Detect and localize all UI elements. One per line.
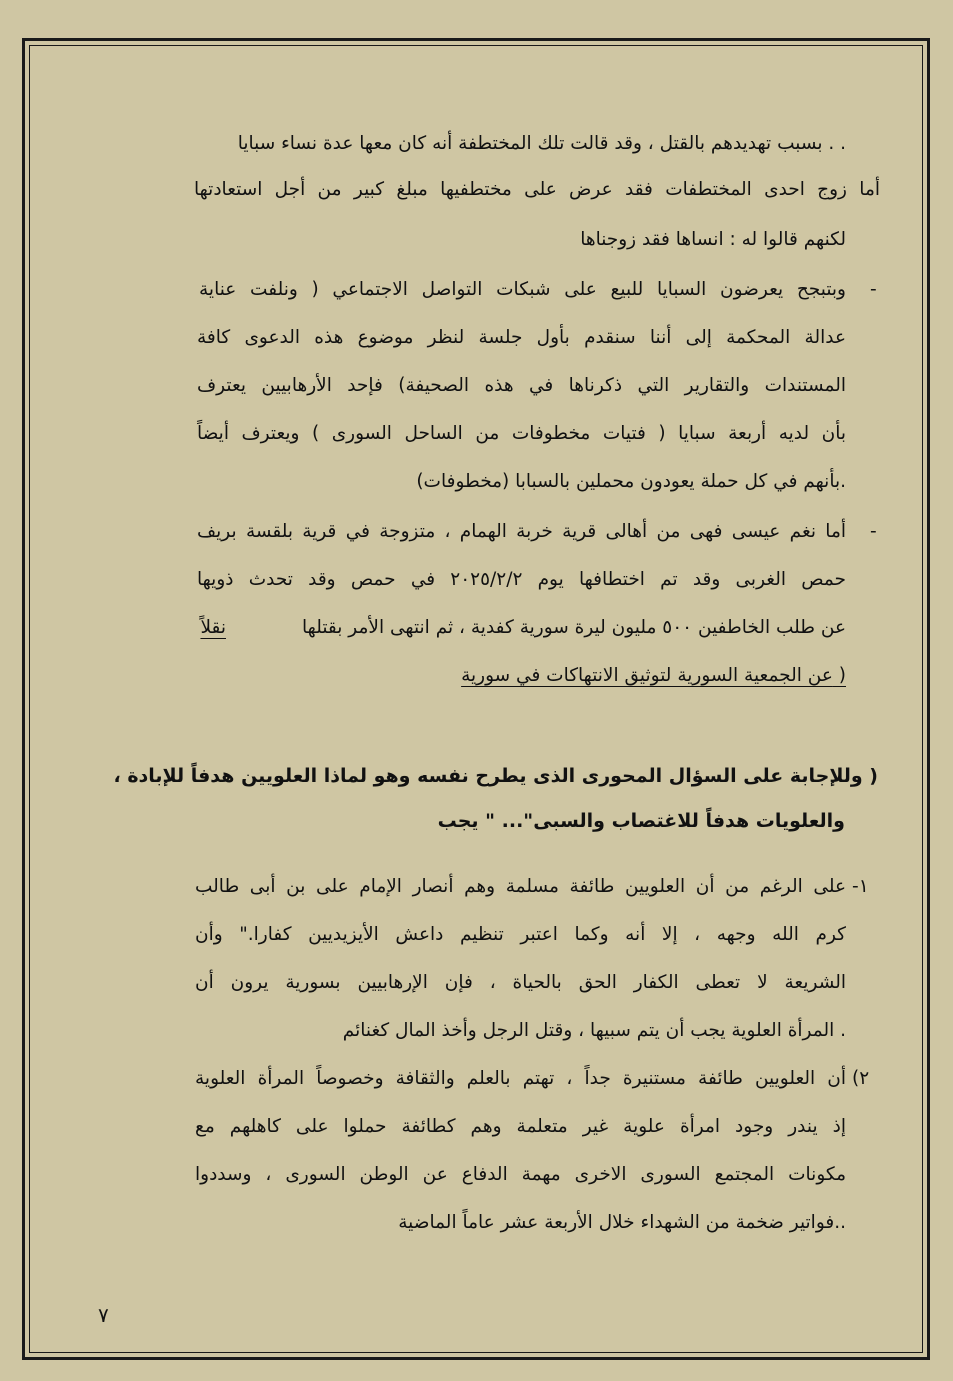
text-line: كرم الله وجهه ، إلا أنه وكما اعتبر تنظيم داعش الأيزيديين كفارا." وأن [195,924,846,945]
text-line: بأنهم في كل حملة يعودون محملين بالسبابا (مخطوفات). [416,471,846,492]
text-line: عدالة المحكمة إلى أننا سنقدم بأول جلسة لنظر موضوع هذه الدعوى كافة [197,327,846,348]
text-line: الشريعة لا تعطى الكفار الحق بالحياة ، فإن الإرهابيين بسورية يرون أن [195,972,846,993]
text-line: مكونات المجتمع السورى الاخرى مهمة الدفاع عن الوطن السورى ، وسددوا [195,1164,846,1185]
text-line: إذ يندر وجود امرأة علوية غير متعلمة وهم كطائفة حملوا على كاهلهم مع [195,1116,846,1137]
text-line: بأن لديه أربعة سبايا ( فتيات مخطوفات من الساحل السورى ) ويعترف أيضاً [197,423,846,444]
text-line: على الرغم من أن العلويين طائفة مسلمة وهم أنصار الإمام على بن أبى طالب [195,876,846,897]
text-line: أن العلويين طائفة مستنيرة جداً ، تهتم بالعلم والثقافة وخصوصاً المرأة العلوية [195,1068,846,1089]
text-line: عن طلب الخاطفين ٥٠٠ مليون ليرة سورية كفدية ، ثم انتهى الأمر بقتلها [302,617,846,638]
text-line: وبتبجح يعرضون السبايا للبيع على شبكات التواصل الاجتماعي ( ونلفت عناية [199,279,846,300]
page-number: ٧ [98,1303,109,1327]
text-line: فواتير ضخمة من الشهداء خلال الأربعة عشر عاماً الماضية.. [398,1212,846,1233]
item-number: ٢) [852,1068,870,1089]
bullet-dash: - [870,279,877,300]
text-line: المستندات والتقارير التي ذكرناها في هذه الصحيفة) فإحد الأرهابيين يعترف [197,375,846,396]
text-line: حمص الغربى وقد تم اختطافها يوم ٢٠٢٥/٢/٢ في حمص وقد تحدث ذويها [197,569,846,590]
bullet-dash: - [870,521,877,542]
text-line: المرأة العلوية يجب أن يتم سبيها ، وقتل الرجل وأخذ المال كغنائم . [342,1020,846,1041]
heading-line-2: والعلويات هدفاً للاغتصاب والسبى"... " يجب [437,810,845,832]
text-line: لكنهم قالوا له : انساها فقد زوجناها [580,229,846,250]
heading-line-1: ( وللإجابة على السؤال المحورى الذى يطرح نفسه وهو لماذا العلويين هدفاً للإبادة ، [113,765,878,787]
text-line: بسبب تهديدهم بالقتل ، وقد قالت تلك المختطفة أنه كان معها عدة نساء سبايا . . [237,133,846,154]
underlined-source-line: عن الجمعية السورية لتوثيق الانتهاكات في سورية ) [461,665,846,686]
underlined-source-label: نقلاً [200,617,226,638]
item-number: ١- [852,876,869,897]
text-line: أما زوج احدى المختطفات فقد عرض على مختطفيها مبلغ كبير من أجل استعادتها [194,179,880,200]
text-line: أما نغم عيسى فهى من أهالى قرية خربة الهمام ، متزوجة في قرية بلقسة بريف [197,521,846,542]
